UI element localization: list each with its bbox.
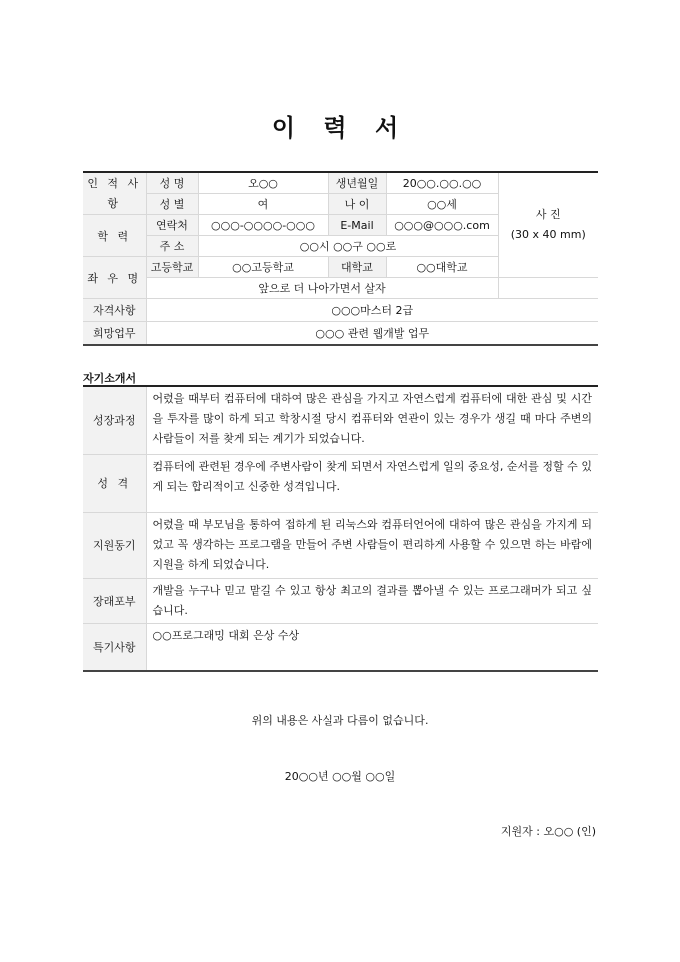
intro-text-growth: 어렸을 때부터 컴퓨터에 대하여 많은 관심을 가지고 자연스럽게 컴퓨터에 대한 관심 및 시간을 투자를 많이 하게 되고 학창시절 당시 컴퓨터와 연관이 있는 경우가 생길 때 마다 주변의 사람들이 저를 찾게 되는 계기가 되었습니다. bbox=[146, 386, 598, 454]
age-label: 나 이 bbox=[328, 194, 386, 215]
self-intro-table bbox=[83, 385, 598, 672]
age-value: ○○세 bbox=[386, 194, 498, 215]
address-value: ○○시 ○○구 ○○로 bbox=[198, 236, 498, 257]
intro-section-title: 자기소개서 bbox=[83, 372, 137, 385]
highschool-label: 고등학교 bbox=[146, 257, 198, 278]
intro-label-special: 특기사항 bbox=[83, 623, 146, 671]
education-label: 학 력 bbox=[83, 215, 146, 257]
name-label: 성 명 bbox=[146, 172, 198, 194]
desired-label: 희망업무 bbox=[83, 322, 146, 346]
gender-value: 여 bbox=[198, 194, 328, 215]
personal-label: 인 적 사 항 bbox=[83, 172, 146, 215]
gender-label: 성 별 bbox=[146, 194, 198, 215]
email-label: E-Mail bbox=[328, 215, 386, 236]
photo-box bbox=[498, 172, 598, 278]
intro-text-aspiration: 개발을 누구나 믿고 맡길 수 있고 항상 최고의 결과를 뽑아낼 수 있는 프로그래머가 되고 싶습니다. bbox=[146, 578, 598, 623]
highschool-value: ○○고등학교 bbox=[198, 257, 328, 278]
intro-label-aspiration: 장래포부 bbox=[83, 578, 146, 623]
name-value: 오○○ bbox=[198, 172, 328, 194]
intro-label-personality: 성 격 bbox=[83, 454, 146, 512]
license-value: ○○○마스터 2급 bbox=[146, 299, 598, 322]
desired-value: ○○○ 관련 웹개발 업무 bbox=[146, 322, 598, 346]
birth-label: 생년월일 bbox=[328, 172, 386, 194]
photo-label: 사 진 bbox=[535, 208, 561, 221]
university-label: 대학교 bbox=[328, 257, 386, 278]
license-label: 자격사항 bbox=[83, 299, 146, 322]
page-title: 이 력 서 bbox=[271, 114, 409, 142]
personal-info-table bbox=[83, 171, 598, 346]
declaration: 위의 내용은 사실과 다름이 없습니다. bbox=[251, 714, 429, 727]
intro-text-motivation: 어렸을 때 부모님을 통하여 접하게 된 리눅스와 컴퓨터언어에 대하여 많은 관심을 가지게 되었고 꼭 생각하는 프로그램을 만들어 주변 사람들이 편리하게 사용할 수 있으면 하는 바람에 지원을 하게 되었습니다. bbox=[146, 512, 598, 578]
motto-label: 좌 우 명 bbox=[83, 257, 146, 299]
signature: 지원자 : 오○○ (인) bbox=[500, 825, 596, 838]
intro-text-personality: 컴퓨터에 관련된 경우에 주변사람이 찾게 되면서 자연스럽게 일의 중요성, 순서를 정할 수 있게 되는 합리적이고 신중한 성격입니다. bbox=[146, 454, 598, 512]
intro-label-motivation: 지원동기 bbox=[83, 512, 146, 578]
contact-value: ○○○-○○○○-○○○ bbox=[198, 215, 328, 236]
university-value: ○○대학교 bbox=[386, 257, 498, 278]
contact-label: 연락처 bbox=[146, 215, 198, 236]
birth-value: 20○○.○○.○○ bbox=[386, 172, 498, 194]
date: 20○○년 ○○월 ○○일 bbox=[284, 770, 396, 783]
photo-size: (30 x 40 mm) bbox=[510, 228, 586, 241]
email-value: ○○○@○○○.com bbox=[386, 215, 498, 236]
intro-text-special: ○○프로그래밍 대회 은상 수상 bbox=[146, 623, 598, 671]
intro-label-growth: 성장과정 bbox=[83, 386, 146, 454]
motto-value: 앞으로 더 나아가면서 살자 bbox=[146, 278, 498, 299]
address-label: 주 소 bbox=[146, 236, 198, 257]
